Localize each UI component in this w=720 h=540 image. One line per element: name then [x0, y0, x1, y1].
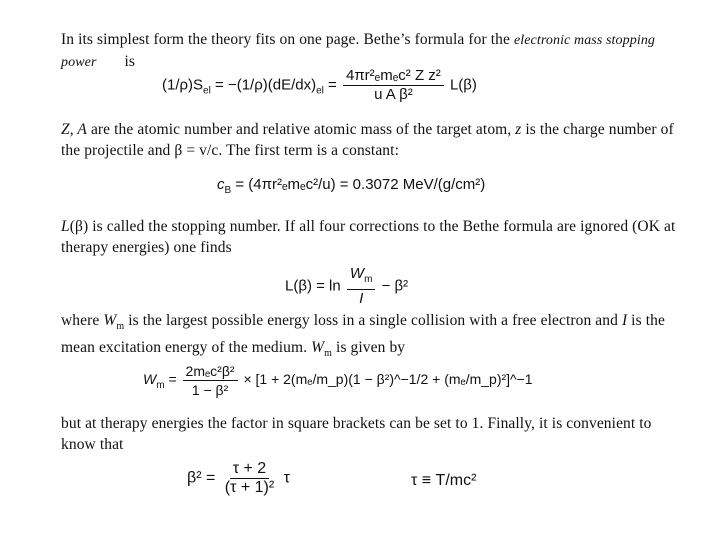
p5-text: but at therapy energies the factor in square brackets can be set to 1. Finally, it is convenient to know that	[61, 415, 652, 453]
eq5-denominator: (τ + 1)²	[224, 479, 275, 496]
eq3-numerator	[347, 266, 376, 290]
wm-paragraph	[61, 310, 681, 364]
variables-paragraph	[61, 119, 681, 161]
eq1-mid-sub: el	[316, 85, 324, 97]
var-wm2: W	[311, 339, 325, 357]
eq2-body: = (4πr²ₑmₑc²/u) = 0.3072 MeV/(g/cm²)	[231, 176, 486, 193]
var-wm2-sub: m	[324, 348, 333, 360]
eq1-lhs: (1/ρ)S	[162, 76, 204, 94]
wm-equation	[143, 363, 533, 398]
eq5-tau: τ	[279, 469, 290, 487]
p4-text: is the largest possible energy loss in a single collision with a free electron and	[124, 312, 622, 329]
eq1-fraction	[343, 68, 444, 103]
var-wm: W	[103, 312, 117, 329]
intro-suffix: is	[124, 53, 136, 70]
eq1-lhs-sub: el	[203, 85, 211, 97]
eq4-eq: =	[164, 371, 181, 388]
p2-text: are the atomic number and relative atomic mass of the target atom,	[86, 121, 516, 138]
p4-text2: is the mean excitation energy of the medium.	[61, 312, 665, 357]
intro-text: In its simplest form the theory fits on one page. Bethe’s formula for the	[61, 31, 514, 48]
p2-text2: is the charge number of the projectile and β = v/c. The first term is a constant:	[61, 121, 674, 159]
stopping-number-paragraph	[61, 216, 681, 258]
eq5-lhs: β² =	[187, 469, 220, 487]
eq2-lhs: c	[217, 176, 225, 193]
p4-where: where	[61, 312, 104, 329]
var-za: Z, A	[61, 121, 87, 138]
eq5-fraction	[222, 461, 277, 496]
var-z: z	[515, 121, 522, 138]
p4-text3: is given by	[332, 339, 406, 357]
eq4-lhs: W	[143, 371, 157, 388]
eq4-denominator: 1 − β²	[191, 382, 229, 398]
eq1-denominator: u A β²	[374, 86, 413, 103]
eq3-denominator: I	[359, 290, 364, 307]
eq4-tail: × [1 + 2(mₑ/m_p)(1 − β²)^−1/2 + (mₑ/m_p)²]^−1	[239, 371, 533, 388]
emphasis-term: electronic mass stopping power	[61, 33, 656, 70]
bethe-formula-equation: $(1/\rho)S_{el} = -(1/\rho)(dE/dx)_{el}$ = $\frac{\text{4πr²ₑmₑc² Z z²}}{\text{u A β²}}$ L(β)	[162, 67, 477, 103]
eq2-lhs-sub: B	[224, 185, 232, 196]
eq4-fraction	[183, 363, 238, 398]
final-paragraph	[61, 413, 681, 455]
eq5-right: τ ≡ T/mc²	[411, 472, 477, 489]
beta-tau-equation	[187, 461, 290, 496]
eq3-num-w: W	[349, 265, 365, 282]
var-wm-sub: m	[116, 321, 125, 333]
eq3-tail: − β²	[377, 277, 409, 295]
eq1-mid: = −(1/ρ)(dE/dx)	[210, 76, 317, 94]
eq1-tail: L(β)	[445, 76, 477, 94]
eq3-lhs: L(β) = ln	[285, 277, 341, 295]
p3-text: (β) is called the stopping number. If all four corrections to the Bethe formula are ignored (OK at therapy energies) one finds	[61, 218, 676, 256]
var-L: L	[61, 218, 70, 235]
eq4-lhs-sub: m	[156, 380, 165, 391]
eq1-numerator: 4πr²ₑmₑc² Z z²	[343, 68, 444, 86]
eq3-fraction	[347, 266, 376, 307]
constant-equation	[217, 176, 485, 196]
stopping-number-equation	[285, 266, 408, 307]
eq4-numerator: 2mₑc²β²	[183, 363, 238, 381]
tau-definition-equation	[411, 472, 476, 490]
var-I: I	[621, 312, 628, 329]
eq3-num-sub: m	[364, 274, 373, 285]
eq5-numerator: τ + 2	[230, 461, 269, 479]
